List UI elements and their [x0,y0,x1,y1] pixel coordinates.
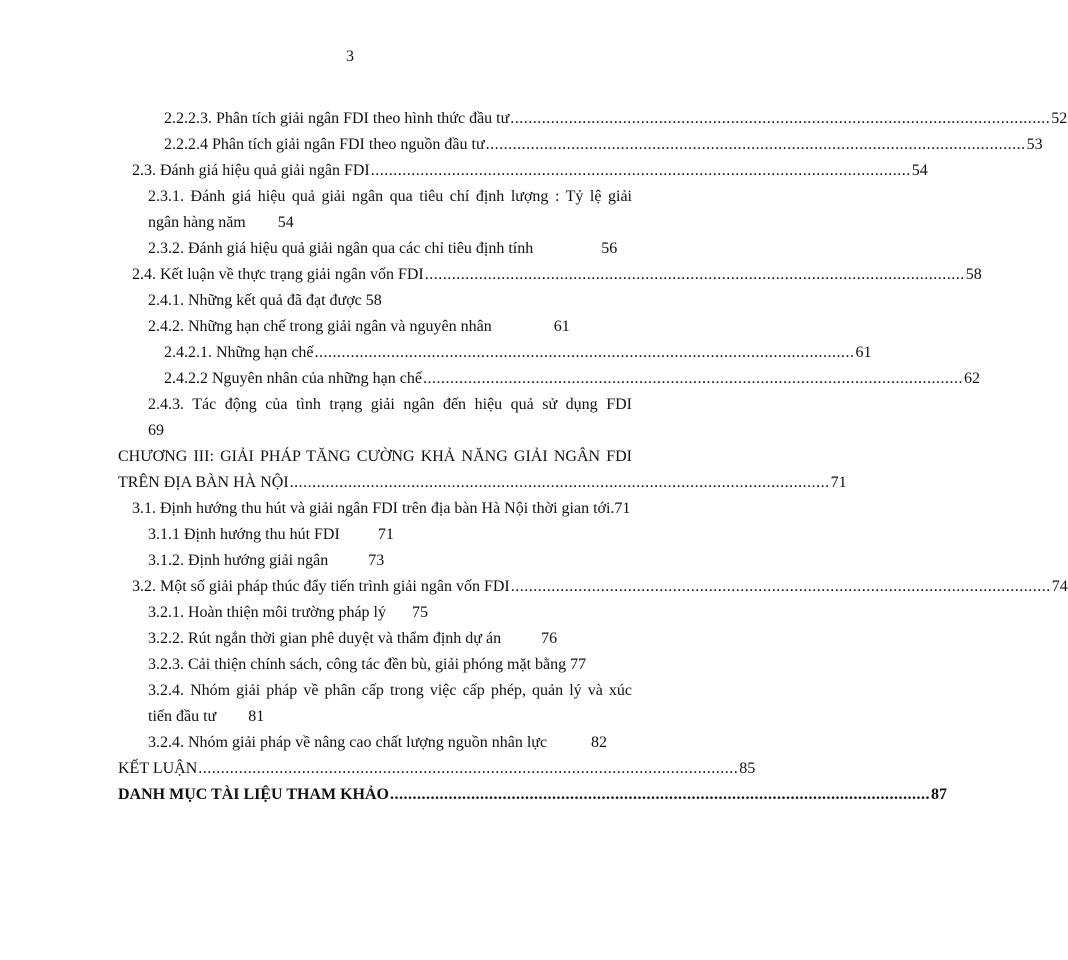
toc-entry-title: ngân hàng năm [148,214,246,231]
toc-entry[interactable] [118,756,756,782]
toc-entry[interactable] [118,730,632,756]
toc-entry[interactable] [118,366,980,392]
toc-entry-title: 3.2.2. Rút ngắn thời gian phê duyệt và thẩm định dự án [148,630,502,647]
dot-leader: ........................................................................................................................ [370,162,911,179]
toc-entry-title: 3.1.2. Định hướng giải ngân [148,552,329,569]
toc-entry-page: 76 [541,630,558,647]
toc-entry-page: 54 [911,162,928,179]
toc-entry-title: 3.2.4. Nhóm giải pháp về nâng cao chất lượng nguồn nhân lực [148,734,548,751]
toc-entry-page: 62 [963,370,980,387]
toc-entry-title: 2.4.2.1. Những hạn chế [164,344,314,361]
toc-entry[interactable] [118,470,847,496]
toc-entry-page: 58 [965,266,982,283]
toc-entry[interactable] [118,236,632,262]
toc-entry-title: 2.3.2. Đánh giá hiệu quả giải ngân qua các chỉ tiêu định tính [148,240,534,257]
toc-chapter-line1[interactable]: CHƯƠNG III: GIẢI PHÁP TĂNG CƯỜNG KHẢ NĂNG GIẢI NGÂN FDI [118,448,632,465]
toc-entry-page: 81 [248,708,265,725]
toc-entry-page: 61 [855,344,872,361]
toc-entry-title: DANH MỤC TÀI LIỆU THAM KHẢO [118,786,389,803]
toc-entry-title: 3.2.1. Hoàn thiện môi trường pháp lý [148,604,386,621]
toc-entry-title: 3.1.1 Định hướng thu hút FDI [148,526,340,543]
table-of-contents [118,106,1068,808]
toc-entry-page: 85 [739,760,756,777]
toc-entry[interactable] [118,782,947,808]
toc-entry-title: 3.2.3. Cải thiện chính sách, công tác đền bù, giải phóng mặt bằng 77 [148,656,587,673]
toc-entry[interactable] [118,262,982,288]
toc-entry-page: 54 [277,214,294,231]
toc-entry-title: 3.1. Định hướng thu hút và giải ngân FDI trên địa bàn Hà Nội thời gian tới.71 [132,500,631,517]
toc-entry-title: 3.2. Một số giải pháp thúc đẩy tiến trình giải ngân vốn FDI [132,578,510,595]
toc-entry[interactable] [118,340,872,366]
toc-entry-page: 71 [377,526,394,543]
toc-entry-title: TRÊN ĐỊA BÀN HÀ NỘI [118,474,289,491]
toc-entry-page[interactable]: 69 [148,422,164,439]
toc-entry[interactable] [118,522,632,548]
toc-entry[interactable] [118,132,1043,158]
toc-entry-page: 53 [1026,136,1043,153]
toc-entry-page: 61 [553,318,570,335]
dot-leader: ........................................................................................................................ [314,344,855,361]
toc-entry[interactable] [118,314,632,340]
toc-entry-title: 2.4.2.2 Nguyên nhân của những hạn chế [164,370,422,387]
toc-entry-line1[interactable]: 3.2.4. Nhóm giải pháp về phân cấp trong việc cấp phép, quản lý và xúc [148,682,632,699]
toc-entry-title: 2.4.2. Những hạn chế trong giải ngân và nguyên nhân [148,318,492,335]
dot-leader: ........................................................................................................................ [424,266,965,283]
toc-entry[interactable] [118,600,632,626]
toc-entry-title: 2.2.2.4 Phân tích giải ngân FDI theo nguồn đầu tư [164,136,485,153]
dot-leader: ........................................................................................................................ [510,110,1051,127]
toc-entry-line1[interactable]: 2.3.1. Đánh giá hiệu quả giải ngân qua tiêu chí định lượng : Tỷ lệ giải [148,188,632,205]
toc-entry[interactable] [118,106,1068,132]
toc-entry-title: 2.3. Đánh giá hiệu quả giải ngân FDI [132,162,370,179]
toc-entry[interactable] [118,574,1068,600]
toc-entry-title: 2.4. Kết luận về thực trạng giải ngân vốn FDI [132,266,424,283]
dot-leader: ........................................................................................................................ [198,760,739,777]
toc-entry[interactable] [118,158,928,184]
dot-leader: ........................................................................................................................ [510,578,1051,595]
toc-entry-page: 75 [412,604,428,621]
toc-entry[interactable] [118,652,632,678]
toc-entry-page: 56 [601,240,618,257]
toc-entry[interactable] [118,548,632,574]
toc-entry-page: 52 [1051,110,1068,127]
dot-leader: ........................................................................................................................ [485,136,1026,153]
toc-entry-title: 2.2.2.3. Phân tích giải ngân FDI theo hình thức đầu tư [164,110,510,127]
toc-entry-title: KẾT LUẬN [118,760,198,777]
toc-entry-line1[interactable]: 2.4.3. Tác động của tình trạng giải ngân đến hiệu quả sử dụng FDI [148,396,632,413]
toc-entry[interactable] [118,626,632,652]
toc-entry-title: tiến đầu tư [148,708,217,725]
toc-entry-page: 82 [591,734,608,751]
dot-leader: ........................................................................................................................ [422,370,963,387]
toc-entry[interactable] [118,210,632,236]
toc-entry-page: 73 [368,552,385,569]
toc-entry-page: 87 [930,786,947,803]
toc-entry-page: 71 [830,474,847,491]
toc-entry[interactable] [118,704,632,730]
toc-entry[interactable] [118,288,632,314]
toc-entry[interactable] [118,496,632,522]
toc-entry-title: 2.4.1. Những kết quả đã đạt được 58 [148,292,382,309]
toc-entry-page: 74 [1051,578,1068,595]
page-number: 3 [346,48,354,65]
dot-leader: ........................................................................................................................ [389,786,930,803]
dot-leader: ........................................................................................................................ [289,474,830,491]
